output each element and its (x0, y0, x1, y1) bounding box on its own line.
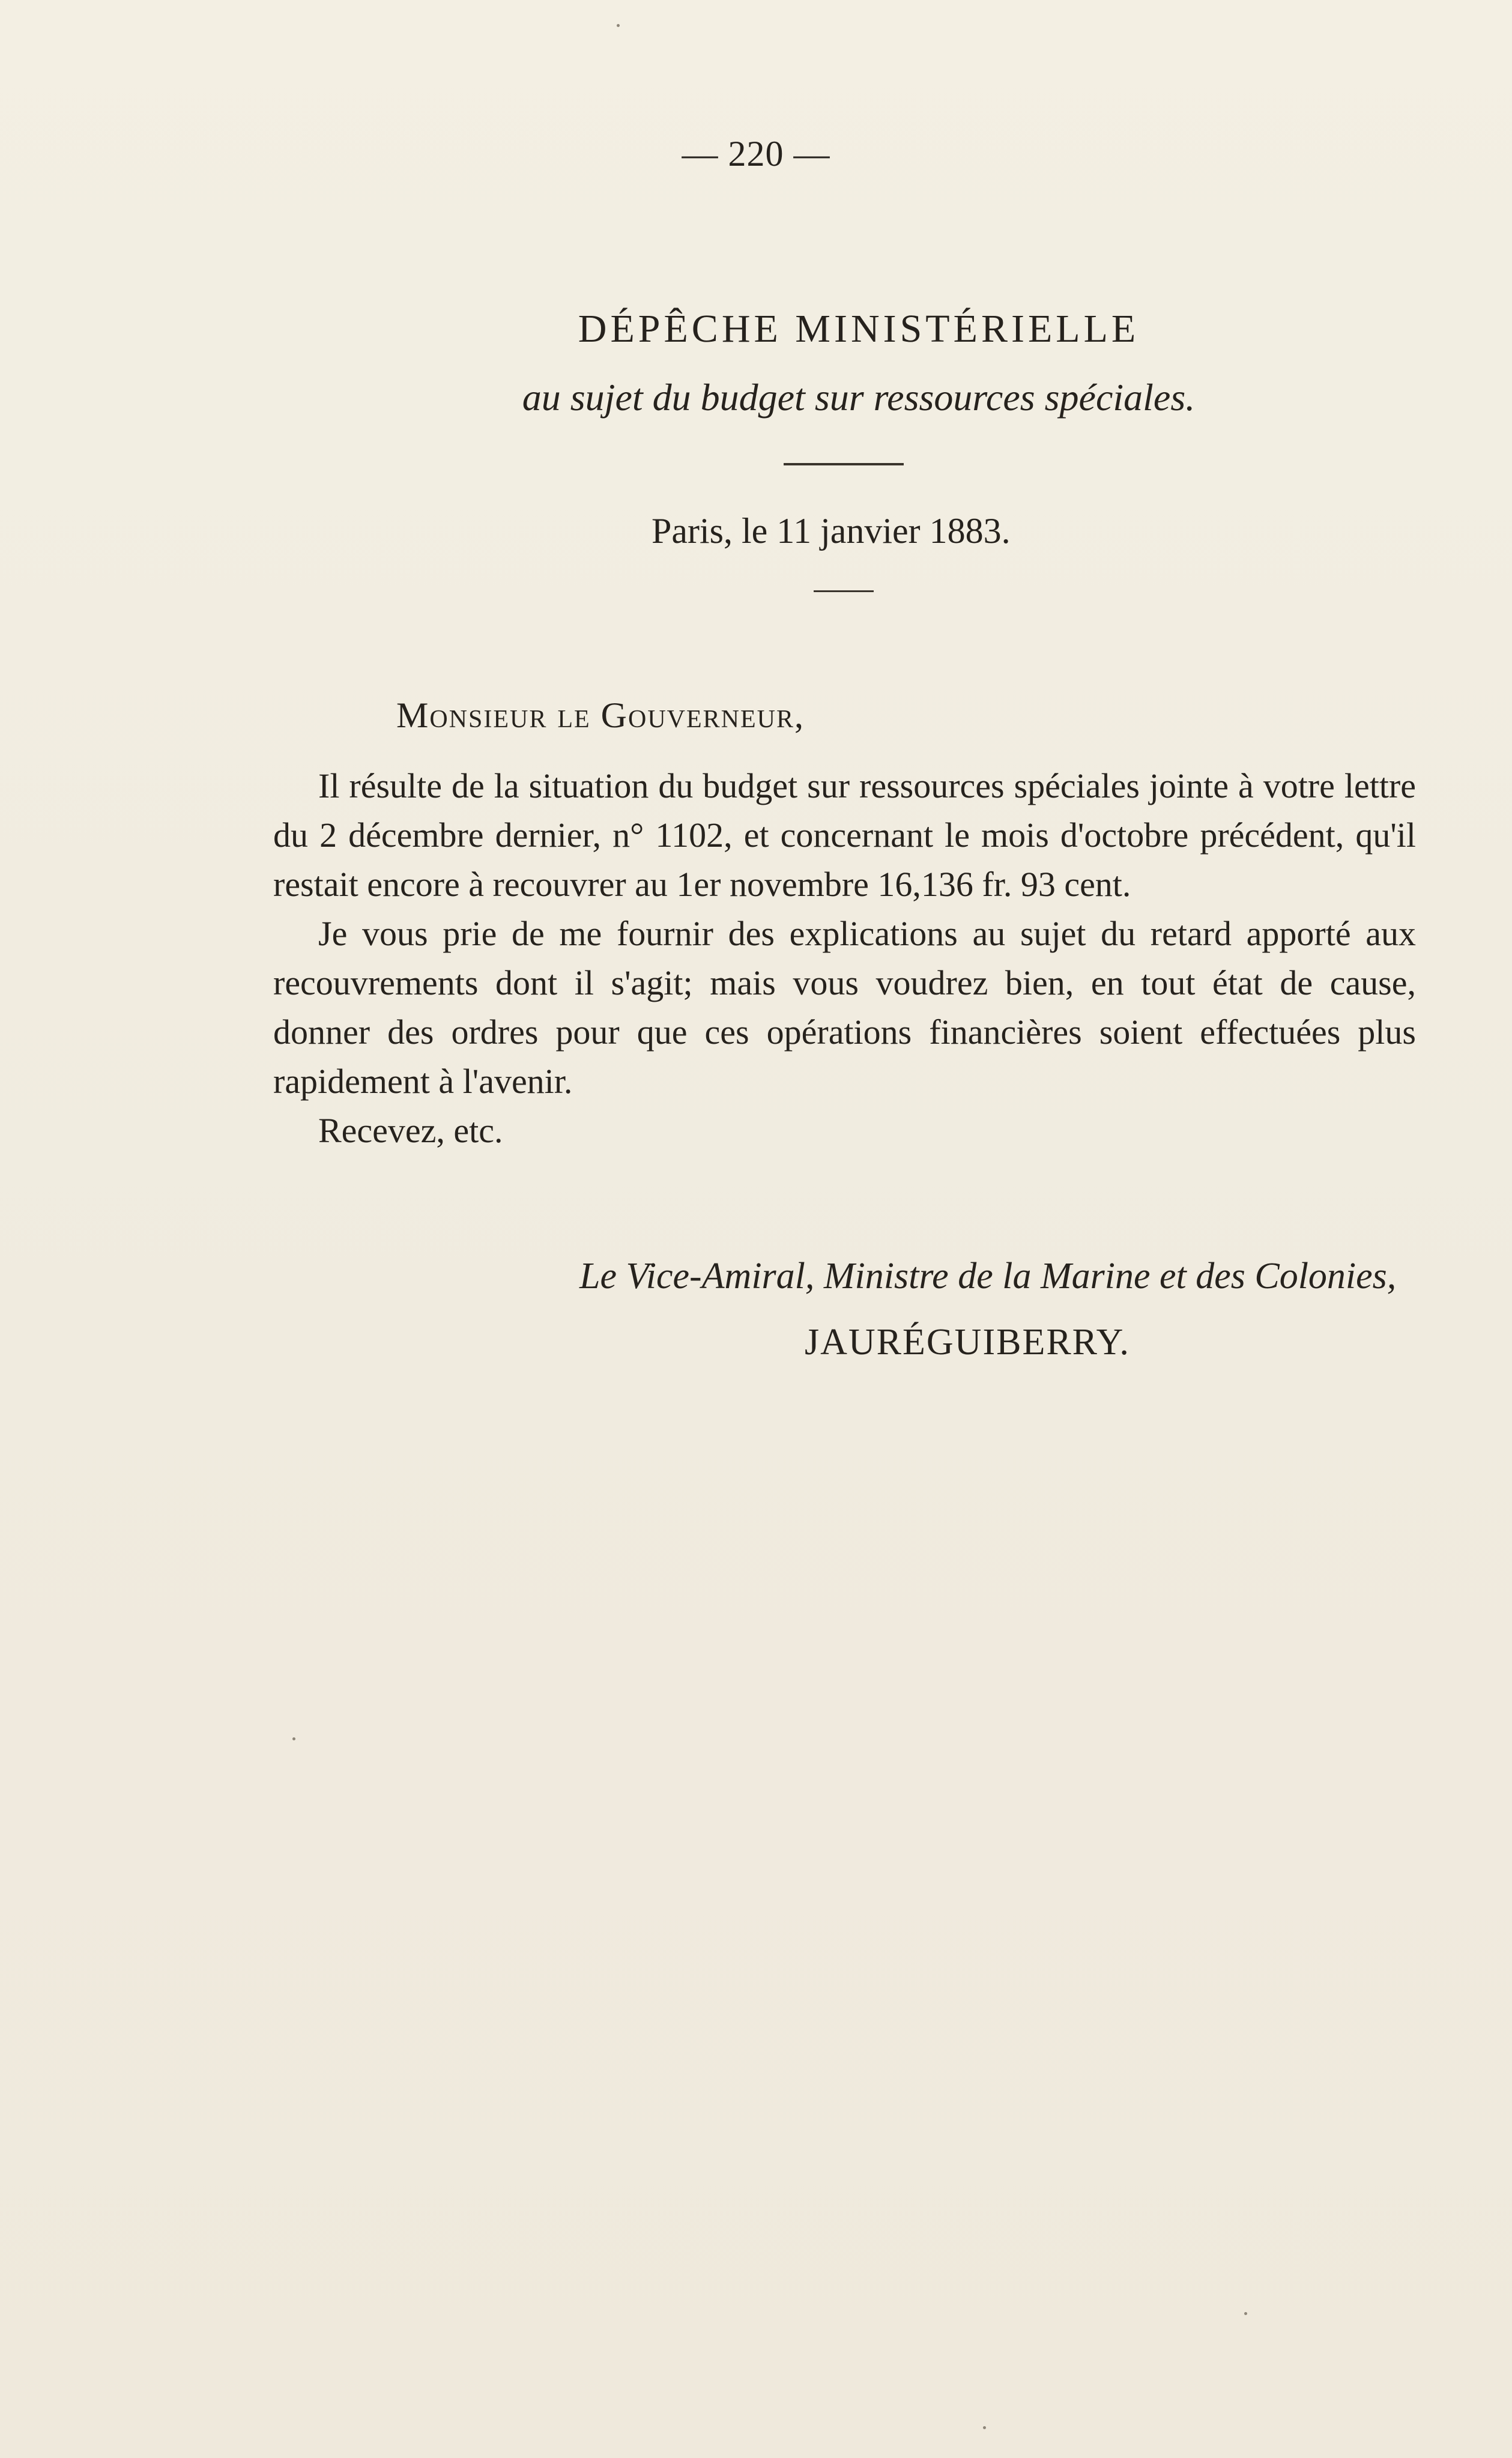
title-divider (784, 463, 904, 465)
page-number: — 220 — (682, 134, 830, 174)
document-subtitle: au sujet du budget sur ressources spéciales. (522, 376, 1196, 419)
signature-name: JAURÉGUIBERRY. (805, 1322, 1130, 1363)
place-date: Paris, le 11 janvier 1883. (652, 511, 1011, 551)
paragraph: Je vous prie de me fournir des explications au sujet du retard apporté aux recouvrements dont il s'agit; mais vous voudrez bien, en tout état de cause, donner des ordres pour que ces opérations financières soient effectuées plus rapidement à l'avenir. (273, 914, 1416, 1101)
paragraph: Recevez, etc. (318, 1111, 503, 1150)
letter-body (273, 761, 1416, 1155)
salutation: Monsieur le Gouverneur, (396, 695, 805, 735)
date-divider (814, 590, 874, 592)
paper-speck (617, 24, 620, 27)
document-title: DÉPÊCHE MINISTÉRIELLE (578, 307, 1140, 351)
signature-title: Le Vice-Amiral, Ministre de la Marine et des Colonies, (579, 1256, 1397, 1297)
paper-speck (1244, 2312, 1247, 2315)
paper-speck (292, 1737, 295, 1740)
paragraph: Il résulte de la situation du budget sur ressources spéciales jointe à votre lettre du 2 décembre dernier, n° 1102, et concernant le mois d'octobre précédent, qu'il restait encore à recouvrer au 1er novembre 16,136 fr. 93 cent. (273, 766, 1416, 904)
paper-speck (983, 2426, 986, 2429)
